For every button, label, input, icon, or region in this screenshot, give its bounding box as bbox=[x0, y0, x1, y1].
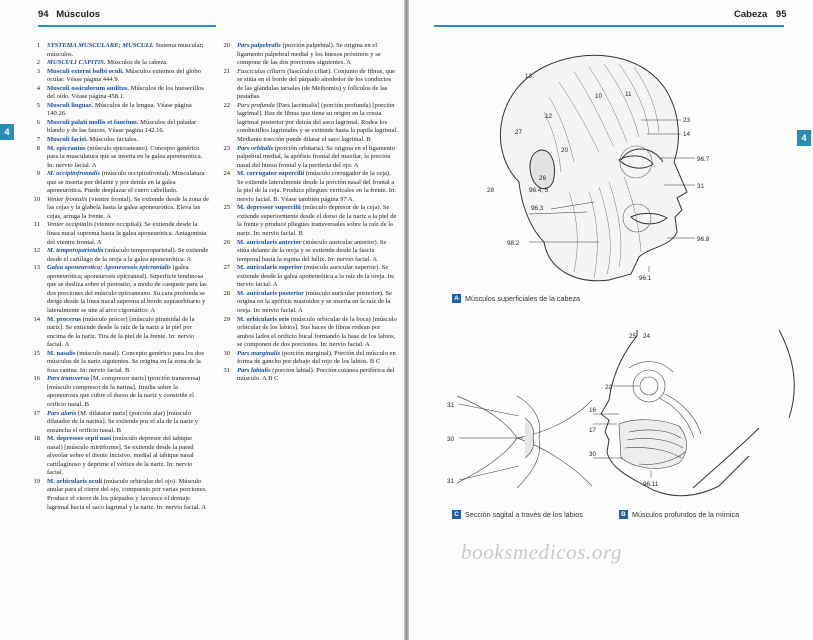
fig-b-label: 22 bbox=[605, 384, 613, 391]
fig-a-label: 96.7 bbox=[697, 156, 710, 163]
entry-number: 8 bbox=[36, 144, 40, 152]
glossary-entry bbox=[24, 170, 209, 196]
fig-a-label: 98.2 bbox=[507, 240, 520, 247]
entry-number: 15 bbox=[33, 349, 40, 357]
entry-term: MUSCULI CAPITIS. bbox=[47, 59, 106, 67]
entry-text: (músculo prócer) [músculo piramidal de la nariz]. Se extiende desde la raíz de la nariz a la piel por encima de la nariz. Tira de la piel de la frente. In: nervio facial. A bbox=[47, 315, 195, 349]
entry-term: Pars profunda bbox=[237, 101, 275, 109]
entry-text: (porción marginal). Porción del músculo en forma de gancho por debajo del rojo de los labios. B C bbox=[237, 349, 396, 366]
entry-term: Pars orbitalis bbox=[237, 144, 274, 152]
entry-text: (porción labial). Porción cutánea periférica del músculo. A B C bbox=[237, 366, 395, 383]
fig-b-label: 24 bbox=[643, 333, 651, 340]
entry-number: 20 bbox=[223, 42, 230, 49]
left-chapter-tab: 4 bbox=[0, 124, 14, 140]
entry-text: (porción orbitaria). Se origina en el ligamento palpebral medial, la apófisis frontal del maxilar, la porción nasal del hueso frontal y la periferia del ojo. A bbox=[237, 144, 396, 169]
entry-number: 18 bbox=[33, 435, 40, 443]
entry-text: [M. dilatator naris] (porción alar) [músculo dilatador de la narina]. Se extiende por el ala de la nariz y ensancha el orificio nasal. B bbox=[47, 409, 199, 434]
entry-number: 4 bbox=[36, 84, 40, 92]
fig-b-label: 30 bbox=[589, 451, 597, 458]
entry-term: M. epicranius bbox=[47, 144, 86, 152]
entry-text: Músculos faciales. bbox=[87, 136, 139, 144]
glossary-entry bbox=[214, 204, 398, 238]
entry-term: Pars marginalis bbox=[237, 349, 281, 357]
entry-text: (vientre frontal). Se extiende desde la zona de las cejas y la glabela hasta la galea aponeurótica. Eleva las cejas, arruga la frente. A bbox=[47, 195, 209, 220]
entry-term: Venter occipitalis bbox=[47, 221, 93, 229]
glossary-entry bbox=[214, 350, 398, 367]
glossary-entry bbox=[214, 42, 398, 68]
glossary-entry bbox=[24, 478, 209, 512]
right-section-title: Cabeza bbox=[734, 9, 768, 20]
entry-text: (músculo temporoparietal). Se extiende desde el cartílago de la oreja a la galea aponeurótica. A bbox=[47, 247, 209, 263]
fig-a-label: 96.4, 5 bbox=[529, 187, 549, 194]
fig-b-label: 96.11 bbox=[643, 481, 659, 488]
entry-text: Sistema muscular; músculos. bbox=[47, 42, 204, 58]
right-chapter-tab: 4 bbox=[797, 130, 811, 146]
entry-number: 7 bbox=[36, 136, 40, 144]
entry-text: (fascículo ciliar). Conjunto de fibras, que se sitúa en el borde del párpado alrededor de los conductos de las glándulas tarsales (de Meibomio) y folículos de las pestañas. bbox=[237, 67, 396, 101]
entry-number: 27 bbox=[223, 264, 230, 272]
fig-a-label: 23 bbox=[683, 117, 691, 124]
entry-text: [Pars lacrimalis] (porción profunda) [porción lagrimal]. Haz de fibras que tiene su origen en la cresta lagrimal posterior por detrás del saco lagrimal. Rodea los conductillos lagrimales y se extiende hasta la papila lagrimal. Mediante tracción puede dilatar el saco lagrimal. B bbox=[237, 101, 398, 144]
glossary-entry bbox=[214, 102, 398, 145]
glossary-entry bbox=[24, 350, 209, 376]
entry-term: Fasciculus ciliaris bbox=[237, 67, 286, 75]
glossary-entry bbox=[24, 145, 209, 171]
left-column-2 bbox=[214, 42, 398, 384]
entry-number: 19 bbox=[33, 477, 40, 485]
glossary-entry bbox=[214, 316, 398, 350]
entry-term: SYSTEMA MUSCULARE; MUSCULI. bbox=[47, 42, 154, 49]
left-head-rule bbox=[38, 25, 216, 27]
entry-number: 17 bbox=[33, 409, 40, 417]
entry-text: (músculo occipitofrontal). Musculatura que se inserta por delante y por detrás en la galea aponeurótica. Puede desplazar el cuero cabelludo. bbox=[47, 170, 205, 195]
glossary-entry bbox=[24, 435, 209, 478]
entry-text: Músculos de la cabeza. bbox=[105, 59, 168, 67]
fig-a-label: 31 bbox=[697, 183, 705, 190]
entry-text: (músculo nasal). Concepto genérico para los dos músculos de la nariz siguientes. Se origina en la zona de la fosa canina. In: nervio facial. B bbox=[47, 349, 205, 374]
entry-text: (vientre occipital). Se extiende desde la línea nucal suprema hasta la galea aponeurótica. Antagonista del vientre frontal. A bbox=[47, 221, 207, 246]
entry-term: Musculi externi bulbi oculi. bbox=[47, 67, 124, 75]
glossary-entry bbox=[214, 239, 398, 265]
glossary-entry bbox=[24, 102, 209, 119]
entry-number: 6 bbox=[36, 118, 40, 126]
entry-number: 21 bbox=[223, 67, 230, 75]
entry-text: (galea aponeurótica; aponeurosis epicraneal). Superficie tendinosa que se desliza sobre el periostio, a modo de casquete para las dos porciones del músculo epicraneano. Su cara profunda se dirige desde la línea nucal suprema al borde supraorbitario y lateralmente se une al arco cigomático. A bbox=[47, 264, 207, 314]
right-running-head bbox=[734, 9, 786, 20]
entry-term: Galea aponeurotica; Aponeurosis epicranialis bbox=[47, 264, 171, 272]
glossary-entry bbox=[214, 264, 398, 290]
figure-a-caption-text: Músculos superficiales de la cabeza bbox=[465, 294, 581, 303]
figure-a-caption bbox=[452, 294, 580, 303]
left-column-1 bbox=[24, 42, 209, 512]
figure-c-lip-section bbox=[447, 388, 597, 498]
fig-b-label: 16 bbox=[589, 407, 597, 414]
fig-a-label: 11 bbox=[625, 91, 632, 98]
figure-a-superficial-head-muscles bbox=[449, 42, 719, 292]
entry-term: M. occipitofrontalis bbox=[47, 170, 101, 178]
glossary-entry bbox=[24, 196, 209, 222]
fig-a-label: 96.8 bbox=[697, 236, 710, 243]
entry-term: M. nasalis bbox=[47, 349, 76, 357]
fig-a-label: 27 bbox=[515, 129, 523, 136]
entry-text: Músculos del paladar blando y de las fauces. Véase página 142.16. bbox=[47, 118, 197, 135]
glossary-entry bbox=[24, 316, 209, 350]
glossary-entry bbox=[24, 119, 209, 136]
entry-term: Pars labialis bbox=[237, 366, 271, 374]
glossary-entry bbox=[24, 68, 209, 85]
figure-c-letter: C bbox=[452, 510, 461, 519]
glossary-entry bbox=[24, 85, 209, 102]
watermark: booksmedicos.org bbox=[461, 540, 623, 564]
left-page-number: 94 bbox=[38, 9, 49, 20]
entry-term: Venter frontalis bbox=[47, 195, 88, 203]
fig-a-label: 12 bbox=[545, 113, 553, 120]
entry-number: 11 bbox=[33, 221, 40, 229]
entry-text: (porción palpebral). Se origina en el ligamento palpebral medial y los huesos próximos y se compone de las dos porciones siguientes. A bbox=[237, 42, 381, 67]
entry-number: 12 bbox=[33, 247, 40, 255]
entry-text: (músculo auricular superior). Se extiende desde la galea aponeurótica a la raíz de la oreja. In: nervio facial. A bbox=[237, 264, 395, 289]
figure-b-caption bbox=[619, 510, 739, 519]
entry-number: 23 bbox=[223, 144, 230, 152]
entry-text: Músculos de la lengua. Véase página 140.26. bbox=[47, 101, 192, 118]
entry-term: Pars palpebralis bbox=[237, 42, 281, 49]
entry-term: Pars alaris bbox=[47, 409, 77, 417]
glossary-entry bbox=[24, 375, 209, 409]
glossary-entry bbox=[24, 410, 209, 436]
figure-a-letter: A bbox=[452, 294, 461, 303]
glossary-entry bbox=[24, 221, 209, 247]
entry-number: 10 bbox=[33, 195, 40, 203]
fig-b-label: 17 bbox=[589, 427, 597, 434]
fig-a-label: 14 bbox=[683, 131, 691, 138]
entry-number: 14 bbox=[33, 315, 40, 323]
entry-term: M. auricularis anterior bbox=[237, 238, 302, 246]
entry-term: M. depressor septi nasi bbox=[47, 435, 112, 443]
figure-b-deep-mimic-muscles bbox=[589, 328, 809, 510]
entry-number: 26 bbox=[223, 238, 230, 246]
figure-c-caption-text: Sección sagital a través de los labios bbox=[465, 510, 583, 519]
entry-term: Musculi ossiculorum auditus. bbox=[47, 84, 130, 92]
left-page bbox=[0, 0, 404, 640]
entry-number: 16 bbox=[33, 375, 40, 383]
glossary-entry bbox=[214, 145, 398, 171]
entry-term: M. orbicularis oculi bbox=[47, 477, 103, 485]
entry-number: 29 bbox=[223, 315, 230, 323]
entry-number: 22 bbox=[223, 101, 230, 109]
fig-c-label: 31 bbox=[447, 478, 455, 485]
entry-text: (músculo auricular posterior). Se origina en la apófisis mastoides y se inserta en la raíz de la oreja. In: nervio facial. A bbox=[237, 289, 392, 314]
entry-term: Musculi linguae. bbox=[47, 101, 94, 109]
right-head-rule bbox=[434, 25, 784, 27]
fig-a-label: 28 bbox=[487, 187, 495, 194]
figure-c-caption bbox=[452, 510, 583, 519]
glossary-entry bbox=[214, 367, 398, 384]
entry-number: 2 bbox=[36, 59, 40, 67]
entry-number: 9 bbox=[36, 170, 40, 178]
entry-text: (músculo epicraneano). Concepto genérico para la musculatura que se inserta en la galea aponeurótica. In: nervio facial. A bbox=[47, 144, 203, 169]
fig-a-label: 10 bbox=[595, 93, 603, 100]
entry-term: M. auricularis posterior bbox=[237, 289, 305, 297]
fig-a-label: 13 bbox=[525, 73, 533, 80]
entry-term: M. auricularis superior bbox=[237, 264, 303, 272]
entry-number: 13 bbox=[33, 264, 40, 272]
entry-term: M. depressor supercilii bbox=[237, 204, 301, 212]
glossary-entry bbox=[24, 59, 209, 68]
entry-text: (músculo orbicular del ojo). Músculo anular para el cierre del ojo, compuesto por varias porciones. Produce el cierre de los párpados y favorece el drenaje lagrimal hacia el saco lagrimal y la nariz. In: nervio facial. A bbox=[47, 477, 207, 511]
glossary-entry bbox=[214, 170, 398, 204]
glossary-entry bbox=[24, 42, 209, 59]
glossary-entry bbox=[214, 290, 398, 316]
entry-number: 28 bbox=[223, 289, 230, 297]
fig-b-label: 25 bbox=[629, 333, 637, 340]
fig-c-label: 30 bbox=[447, 436, 455, 443]
entry-number: 5 bbox=[36, 101, 40, 109]
fig-a-label: 96.3 bbox=[531, 205, 544, 212]
entry-text: Músculos de los huesecillos del oído. Véase página 458.1. bbox=[47, 84, 204, 101]
entry-text: (músculo auricular anterior). Se sitúa delante de la oreja y se extiende desde la fascia temporal hasta la espina del hélix. In: nervio facial. A bbox=[237, 238, 387, 263]
fig-c-label: 31 bbox=[447, 402, 455, 409]
entry-text: (músculo orbicular de la boca) [músculo orbicular de los labios]. Sus haces de fibras rodean por ambos lados el orificio bucal formando la base de los labios, se componen de dos porciones. In: nervio facial. A bbox=[237, 315, 397, 349]
entry-text: (músculo corrugador de la ceja). Se extiende lateralmente desde la porción nasal del frontal a la piel de la ceja. Produce pliegues verticales en la frente. In: nervio facial. B. Véase también página 97 A. bbox=[237, 170, 397, 203]
right-page-number: 95 bbox=[775, 9, 787, 20]
entry-text: [M. compresor naris] (porción transversa) [músculo compresor de la narina]. Irradia sobre la aponeurosis que cubre el dorso de la nariz y constriñe el orificio nasal. B bbox=[47, 375, 201, 408]
entry-term: M. temporoparietalis bbox=[47, 247, 104, 255]
entry-term: M. orbicularis oris bbox=[237, 315, 290, 323]
entry-term: Musculi faciei. bbox=[47, 136, 88, 144]
entry-term: Musculi palati mollis et faucium. bbox=[47, 118, 139, 126]
glossary-entry bbox=[24, 264, 209, 315]
glossary-entry bbox=[24, 247, 209, 264]
left-section-title: Músculos bbox=[56, 9, 101, 20]
entry-number: 1 bbox=[36, 42, 40, 49]
entry-term: M. corrugator supercilii bbox=[237, 170, 305, 178]
entry-number: 31 bbox=[223, 366, 230, 374]
entry-term: M. procerus bbox=[47, 315, 82, 323]
entry-text: Músculos externos del globo ocular. Véase página 444.9. bbox=[47, 67, 201, 84]
entry-number: 25 bbox=[223, 204, 230, 212]
figure-b-letter: B bbox=[619, 510, 628, 519]
entry-text: (músculo depresor del tabique nasal) [músculo mirtiforme]. Se extiende desde la pared alveolar sobre el diente incisivo, medial al tabique nasal cartilaginoso y deprime el vértice de la nariz. In: nervio facial. bbox=[47, 435, 194, 477]
glossary-entry bbox=[214, 68, 398, 102]
entry-number: 30 bbox=[223, 349, 230, 357]
entry-number: 3 bbox=[36, 67, 40, 75]
entry-term: Pars transversa bbox=[47, 375, 90, 383]
glossary-entry bbox=[24, 136, 209, 145]
entry-text: (músculo depresor de la ceja). Se extiende superiormente desde el dorso de la nariz a la piel de la frente y produce pliegues transversales sobre la raíz de la nariz. In: nervio facial. B bbox=[237, 204, 397, 238]
fig-a-label: 96.1 bbox=[639, 275, 652, 282]
left-running-head bbox=[38, 9, 100, 20]
figure-b-caption-text: Músculos profundos de la mímica bbox=[632, 510, 740, 519]
fig-a-label: 26 bbox=[539, 175, 547, 182]
entry-number: 24 bbox=[223, 170, 230, 178]
fig-a-label: 20 bbox=[561, 147, 569, 154]
